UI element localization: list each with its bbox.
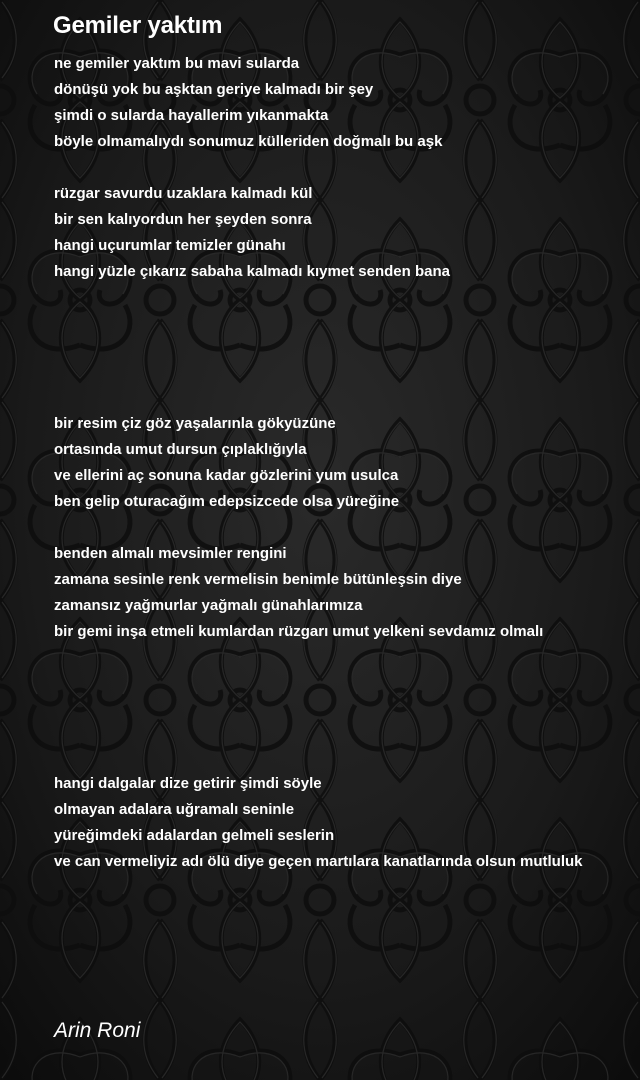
stanza-1 <box>54 51 442 155</box>
poem-line: ve ellerini aç sonuna kadar gözlerini yum usulca <box>54 467 399 484</box>
poem-line: yüreğimdeki adalardan gelmeli seslerin <box>54 827 335 844</box>
poem-line: zamansız yağmurlar yağmalı günahlarımıza <box>54 597 363 614</box>
poem-line: dönüşü yok bu aşktan geriye kalmadı bir şey <box>54 81 374 98</box>
poem-line: ben gelip oturacağım edepsizcede olsa yüreğine <box>54 493 400 510</box>
poem-line: bir resim çiz göz yaşalarınla gökyüzüne <box>54 415 336 432</box>
poem-line: ortasında umut dursun çıplaklığıyla <box>54 441 307 458</box>
poem-line: benden almalı mevsimler rengini <box>54 545 287 562</box>
poem-line: bir gemi inşa etmeli kumlardan rüzgarı umut yelkeni sevdamız olmalı <box>54 623 544 640</box>
poem-title: Gemiler yaktım <box>53 12 223 39</box>
poem-line: şimdi o sularda hayallerim yıkanmakta <box>54 107 329 124</box>
poem-author: Arin Roni <box>54 1019 141 1042</box>
poem-line: hangi yüzle çıkarız sabaha kalmadı kıymet senden bana <box>54 263 450 280</box>
stanza-2 <box>54 181 450 285</box>
poem-line: böyle olmamalıydı sonumuz külleriden doğmalı bu aşk <box>54 133 443 150</box>
poem-line: rüzgar savurdu uzaklara kalmadı kül <box>54 185 313 202</box>
stanza-4 <box>54 541 543 645</box>
poem-line: ve can vermeliyiz adı ölü diye geçen martılara kanatlarında olsun mutluluk <box>54 853 583 870</box>
poem-line: olmayan adalara uğramalı seninle <box>54 801 295 818</box>
poem-line: hangi uçurumlar temizler günahı <box>54 237 286 254</box>
poem-line: zamana sesinle renk vermelisin benimle bütünleşsin diye <box>54 571 462 588</box>
poem-line: hangi dalgalar dize getirir şimdi söyle <box>54 775 322 792</box>
poem-line: bir sen kalıyordun her şeyden sonra <box>54 211 312 228</box>
poem-line: ne gemiler yaktım bu mavi sularda <box>54 55 300 72</box>
stanza-5 <box>54 771 583 875</box>
stanza-3 <box>54 411 399 515</box>
